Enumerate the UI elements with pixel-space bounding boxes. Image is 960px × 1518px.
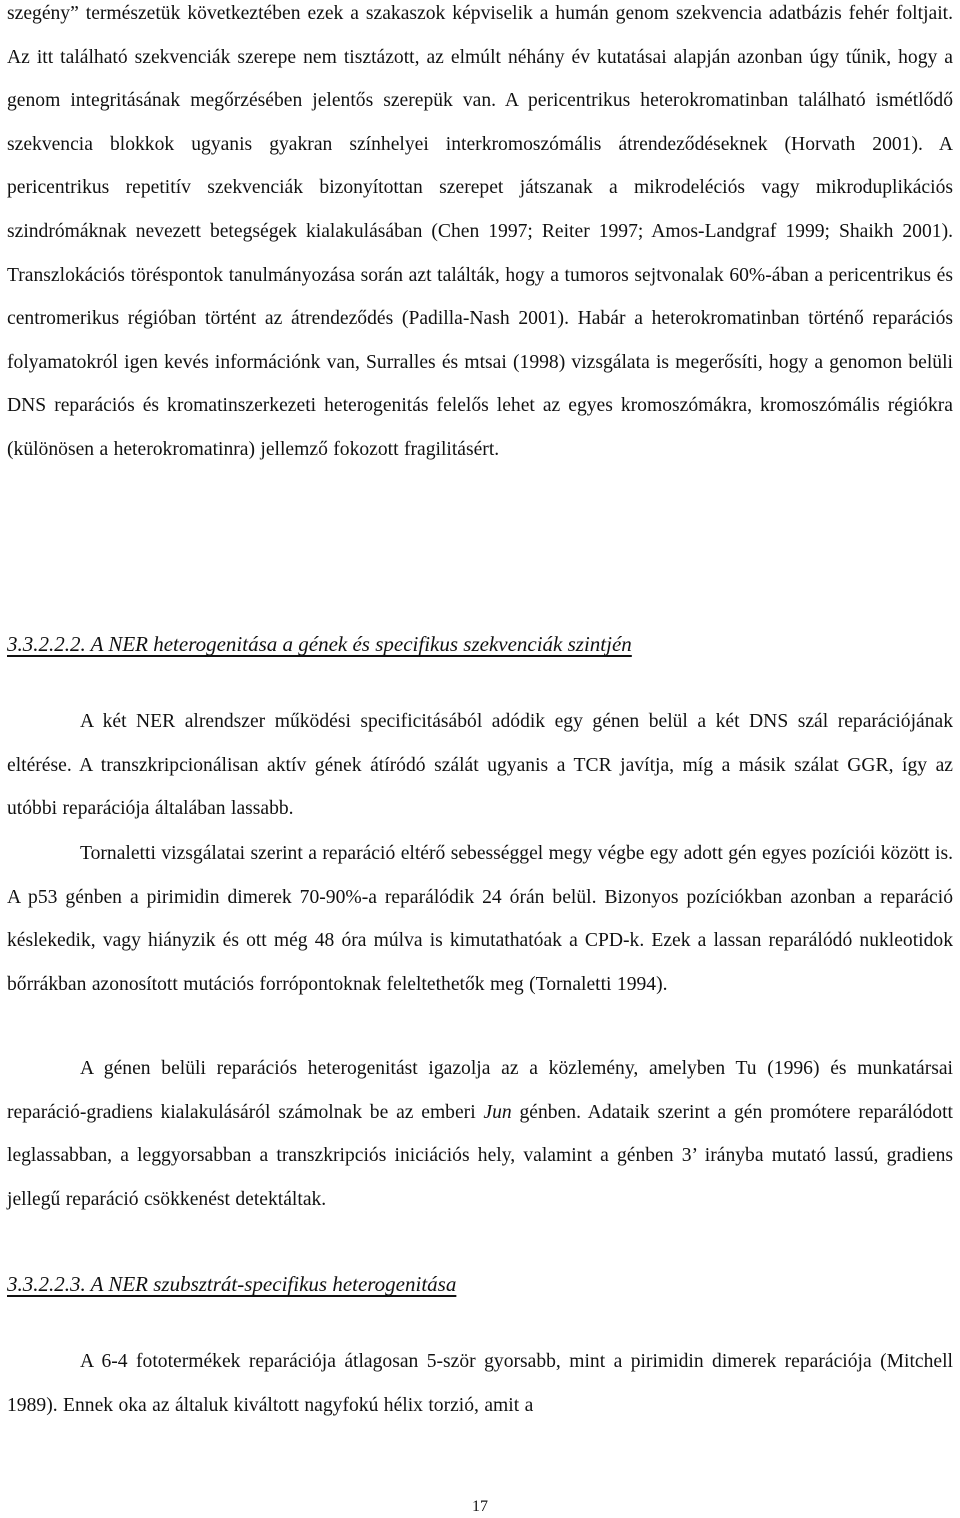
gene-name-italic: Jun xyxy=(483,1101,512,1123)
body-paragraph-2: A két NER alrendszer működési specificitásából adódik egy génen belül a két DNS szál reparációjának eltérése. A transzkripcionálisan aktív gének átíródó szálát ugyanis a TCR javítja, míg a másik szálat GGR, így az utóbbi reparációja általában lassabb. xyxy=(7,711,953,820)
page-number: 17 xyxy=(472,1498,488,1515)
body-paragraph-3: Tornaletti vizsgálatai szerint a reparáció eltérő sebességgel megy végbe egy adott gén egyes pozíciói között is. A p53 génben a pirimidin dimerek 70-90%-a reparálódik 24 órán belül. Bizonyos pozíciókban azonban a reparáció késlekedik, vagy hiányzik és ott még 48 óra múlva is kimutathatóak a CPD-k. Ezek a lassan reparálódó nukleotidok bőrrákban azonosított mutációs forrópontoknak feleltethetők meg (Tornaletti 1994). xyxy=(7,843,953,995)
section-heading-3-3-2-2-3: 3.3.2.2.3. A NER szubsztrát-specifikus heterogenitása xyxy=(7,1272,457,1296)
body-paragraph-5: A 6-4 fototermékek reparációja átlagosan 5-ször gyorsabb, mint a pirimidin dimerek reparációja (Mitchell 1989). Ennek oka az általuk kiváltott nagyfokú hélix torzió, amit a xyxy=(7,1351,953,1416)
paragraph-4-text-before: A génen belüli reparációs heterogenitást igazolja az a közlemény, amelyben Tu (1996) és munkatársai reparáció-gradiens kialakulásáról számolnak be az emberi xyxy=(7,1058,953,1123)
section-heading-3-3-2-2-2: 3.3.2.2.2. A NER heterogenitása a gének és specifikus szekvenciák szintjén xyxy=(7,632,632,656)
body-paragraph-1: szegény” természetük következtében ezek a szakaszok képviselik a humán genom szekvencia adatbázis fehér foltjait. Az itt található szekvenciák szerepe nem tisztázott, az elmúlt néhány év kutatásai alapján azonban úgy tűnik, hogy a genom integritásának megőrzésében jelentős szerepük van. A pericentrikus heterokromatinban található ismétlődő szekvencia blokkok ugyanis gyakran színhelyei interkromoszómális átrendeződéseknek (Horvath 2001). A pericentrikus repetitív szekvenciák bizonyítottan szerepet játszanak a mikrodeléciós vagy mikroduplikációs szindrómáknak nevezett betegségek kialakulásában (Chen 1997; Reiter 1997; Amos-Landgraf 1999; Shaikh 2001). Transzlokációs töréspontok tanulmányozása során azt találták, hogy a tumoros sejtvonalak 60%-ában a pericentrikus és centromerikus régióban történt az átrendeződés (Padilla-Nash 2001). Habár a heterokromatinban történő reparációs folyamatokról igen kevés információnk van, Surralles és mtsai (1998) vizsgálata is megerősíti, hogy a genomon belüli DNS reparációs és kromatinszerkezeti heterogenitás felelős lehet az egyes kromoszómákra, kromoszómális régiókra (különösen a heterokromatinra) jellemző fokozott fragilitásért. xyxy=(7,3,953,460)
body-paragraph-4 xyxy=(7,1047,953,1221)
paragraph-4-text-after: génben. Adataik szerint a gén promótere reparálódott leglassabban, a leggyorsabban a transzkripciós iniciációs hely, valamint a génben 3’ irányba mutató lassú, gradiens jellegű reparáció csökkenést detektáltak. xyxy=(7,1101,953,1210)
